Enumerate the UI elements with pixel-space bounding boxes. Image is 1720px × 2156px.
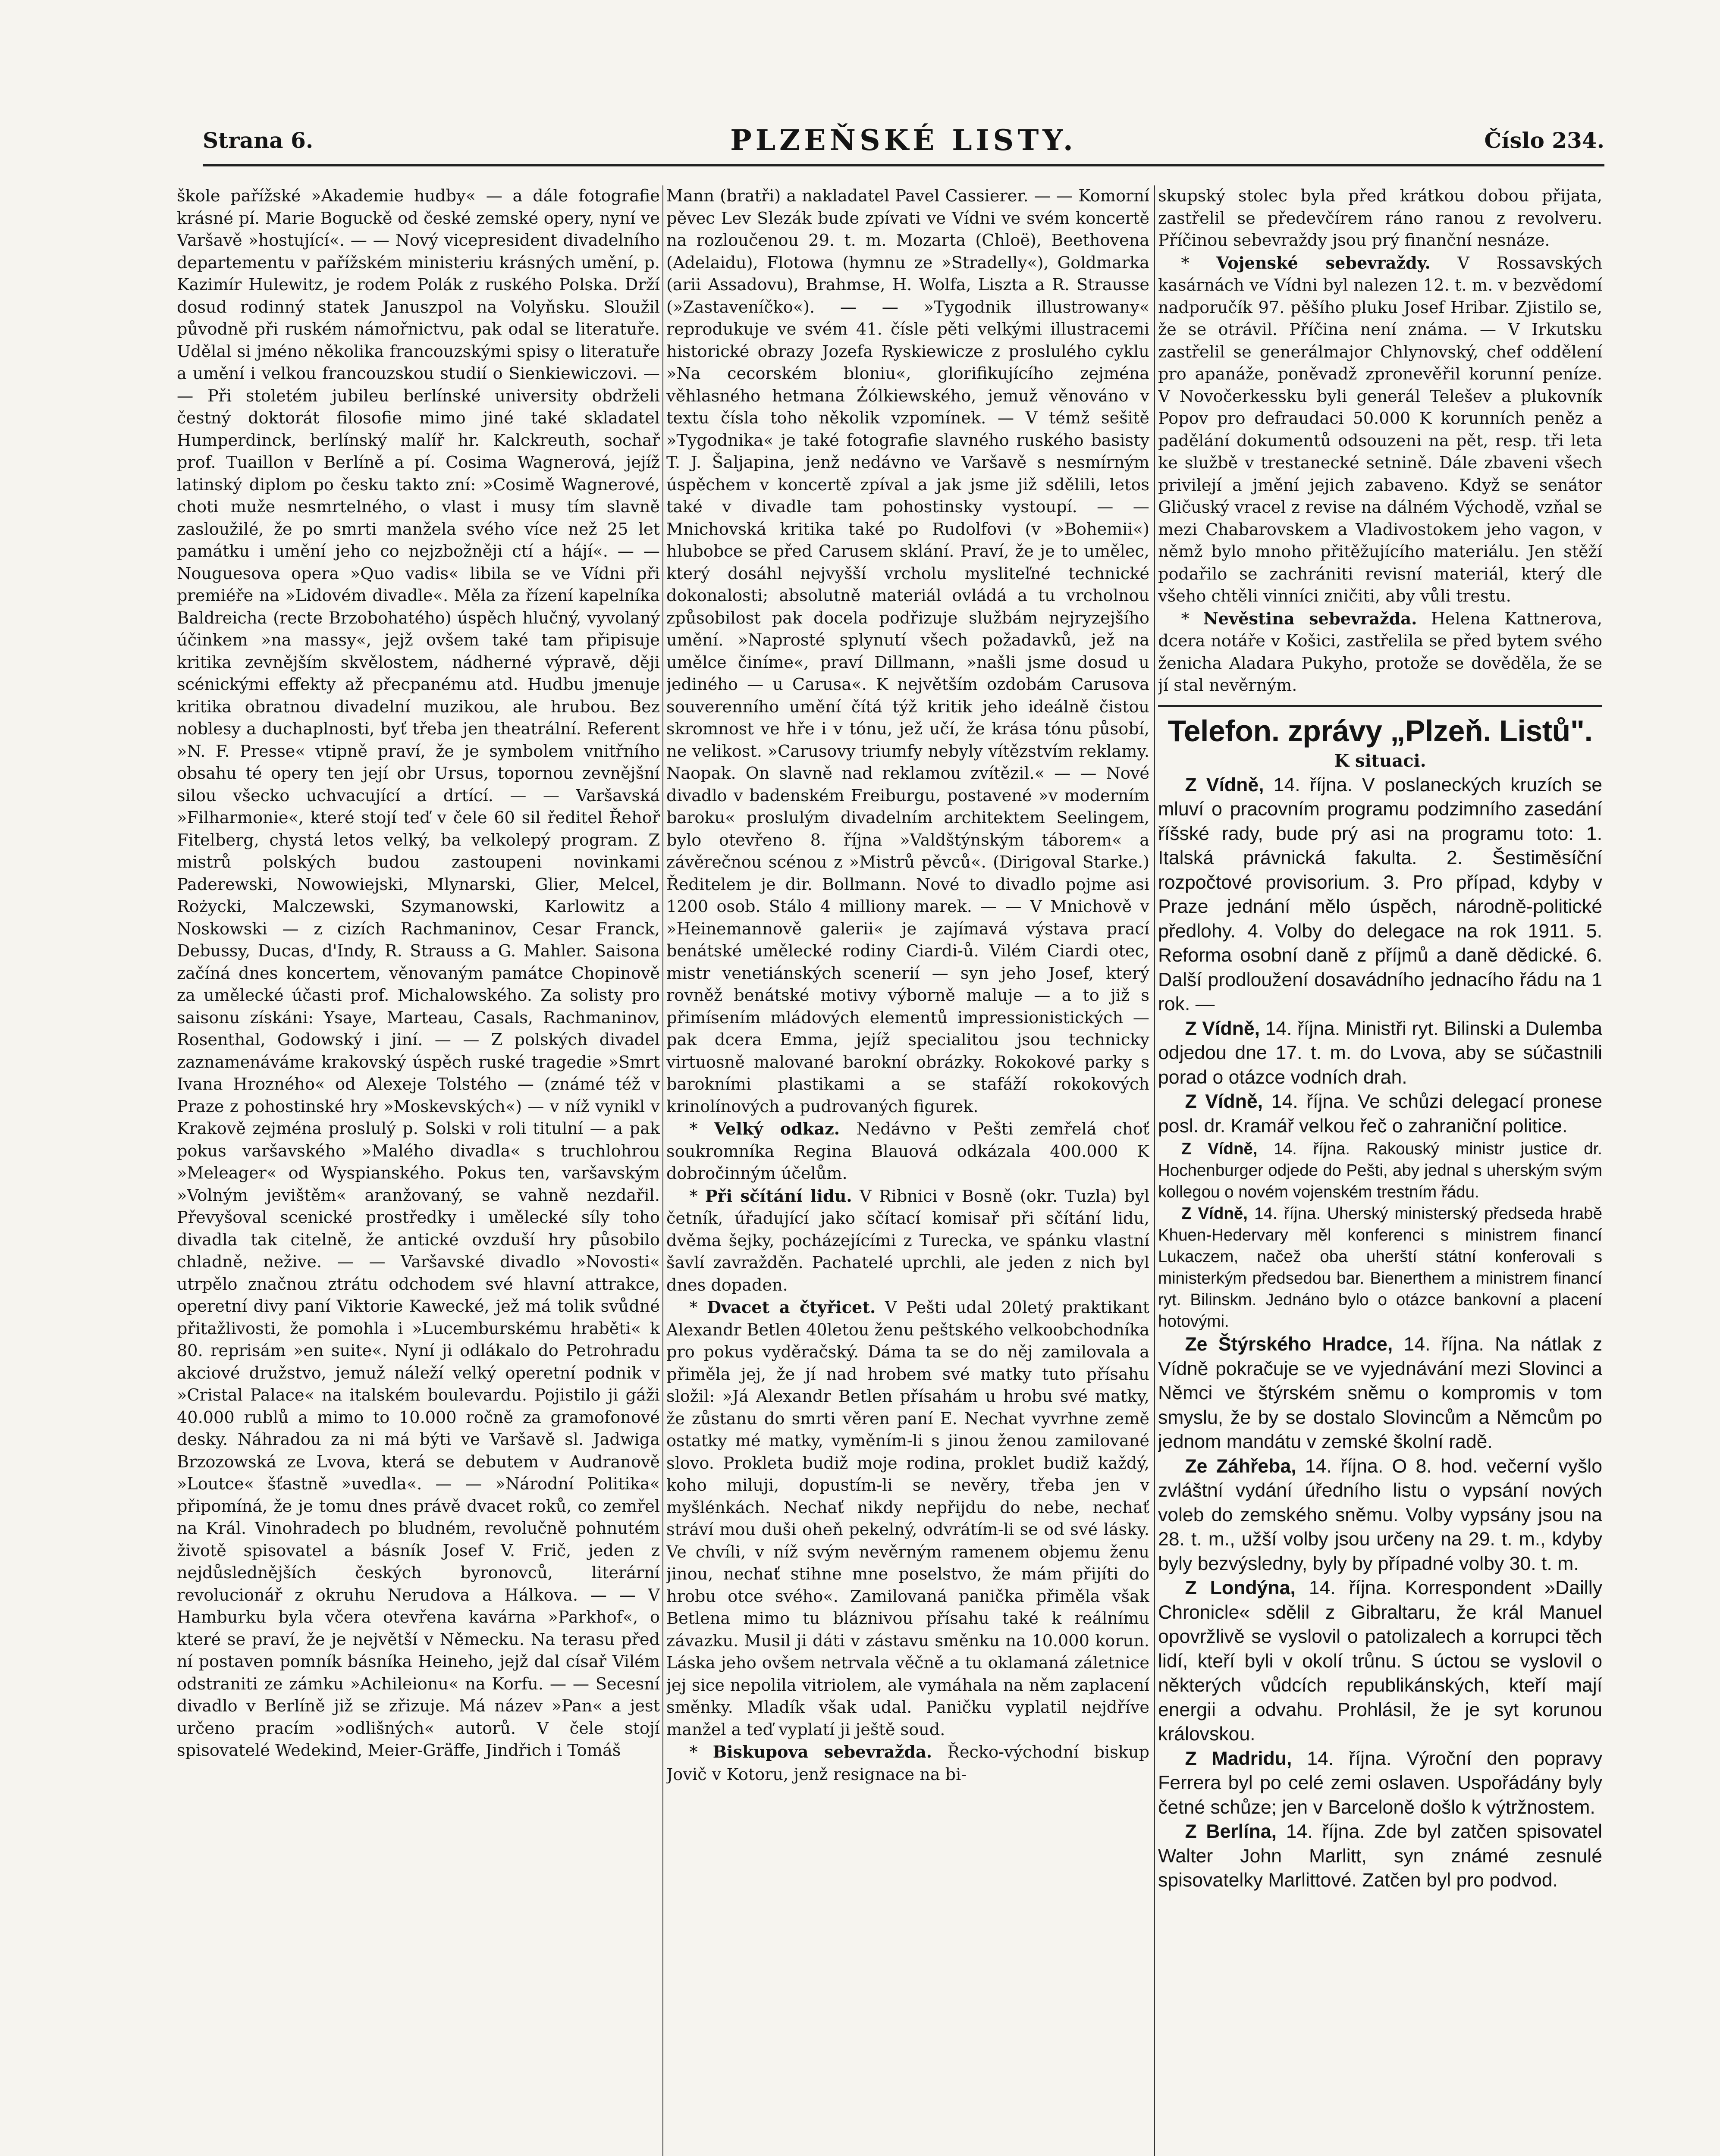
news-item-text: Helena Kattnerova, dcera notáře v Košici, zastřelila se před bytem svého ženicha Aladara Pukyho, protože se dověděla, že se jí stal nevěrným. [1158,609,1602,695]
telegram-text: 14. října. Na nátlak z Vídně pokračuje se ve vyjednávání mezi Slovinci a Němci ve štýrském sněmu o kompromis v tom smyslu, že by se dostalo Slovincům a Němcům po jednom mandátu v zemské školní radě. [1158,1334,1602,1452]
telegram-item [1158,773,1602,1017]
news-item-title: Biskupova sebevražda. [712,1742,932,1762]
telegram-item [1158,1747,1602,1820]
section-divider [1158,705,1602,707]
page-number: Strana 6. [203,128,314,153]
news-item-text: V Rossavských kasárnách ve Vídni byl nalezen 12. t. m. v bezvědomí nadporučík 97. pěšího pluku Josef Hribar. Zjistilo se, že se otrávil. Příčina není známa. — V Irkutsku zastřelil se generálmajor Chlynovský, chef oddělení pro apanáže, poněvadž zpronevěřil korunní peníze. V Novočerkessku byli generál Telešev a plukovník Popov pro defraudaci 50.000 K korunních peněz a padělání dokumentů odsouzeni na pět, resp. tři leta ke službě v trestanecké setnině. Dále zbaveni všech privilejí a jmění jejich zabaveno. Když se senátor Gličuský vracel z revise na dálném Východě, vzňal se mezi Chabarovskem a Vladivostokem jeho vagon, v němž bylo mnoho přitěžujícího materiálu. Jen stěží podařilo se zachrániti revisní materiál, který dle všeho chtěli vinníci zničiti, aby vůli trestu. [1158,254,1602,606]
telegram-text: 14. října. Zde byl zatčen spisovatel Walter John Marlitt, syn známé zesnulé spisovatelky Marlittové. Zatčen byl pro podvod. [1158,1821,1602,1891]
telegram-text: 14. října. Rakouský ministr justice dr. Hochenburger odjede do Pešti, aby jednal s uherským svým kollegou o novém vojenském trestním řádu. [1158,1140,1602,1201]
page-header [203,125,1604,166]
issue-number: Číslo 234. [1484,128,1604,153]
news-item: * Vojenské sebevraždy. V Rossavských kasárnách ve Vídni byl nalezen 12. t. m. v bezvědomí nadporučík 97. pěšího pluku Josef Hribar. Zjistilo se, že se otrávil. Příčina není známa. — V Irkutsku zastřelil se generálmajor Chlynovský, chef oddělení pro apanáže, poněvadž zpronevěřil korunní peníze. V Novočerkessku byli generál Telešev a plukovník Popov pro defraudaci 50.000 K korunních peněz a padělání dokumentů odsouzeni na pět, resp. tři leta ke službě v trestanecké setnině. Dále zbaveni všech privilejí a jmění jejich zabaveno. Když se senátor Gličuský vracel z revise na dálném Východě, vzňal se mezi Chabarovskem a Vladivostokem jeho vagon, v němž bylo mnoho přitěžujícího materiálu. Jen stěží podařilo se zachrániti revisní materiál, který dle všeho chtěli vinníci zničiti, aby vůli trestu. [1158,253,1602,606]
newspaper-title: PLZEŇSKÉ LISTY. [730,123,1077,157]
news-item-text: V Ribnici v Bosně (okr. Tuzla) byl četník, úřadující jako sčítací komisař při sčítání lidu, dvěma šejky, pocházejícími z Turecka, ve spánku vlastní šavlí zavražděn. Pachatelé uprchli, ale jeden z nich byl dnes dopaden. [666,1187,1149,1295]
telegram-item [1158,1090,1602,1138]
telegram-text: 14. října. O 8. hod. večerní vyšlo zvláštní vydání úředního listu o vypsání nových voleb do zemského sněmu. Volby vypsány jsou na 28. t. m., užší volby jsou určeny na 29. t. m., kdyby byly bezvýsledny, byly by případné volby 30. t. m. [1158,1455,1602,1574]
section-heading-telefon: Telefon. zprávy „Plzeň. Listů". [1168,714,1593,748]
news-item-title: Při sčítání lidu. [705,1186,852,1206]
news-item-title: Velký odkaz. [714,1119,840,1139]
news-item-title: Dvacet a čtyřicet. [706,1298,876,1317]
telegram-item [1158,1203,1602,1332]
telegram-text: 14. října. Výroční den popravy Ferrera byl po celé zemi oslaven. Uspořádány byly četné schůze; jen v Barceloně došlo k výtržnostem. [1158,1748,1602,1818]
telegram-text: 14. října. Uherský ministerský předseda hrabě Khuen-Hedervary měl konferenci s ministrem financí Lukaczem, načež oba uherští státní konferovali s ministerkým předsedou bar. Bienerthem a ministrem financí ryt. Bilinskm. Jednáno bylo o otázce bankovní a placení hotovými. [1158,1204,1602,1331]
telegram-item [1158,1332,1602,1454]
telegram-dateline: Z Berlína, [1185,1821,1277,1842]
column-middle [666,185,1149,2156]
telegram-item [1158,1576,1602,1747]
news-item-text: Řecko-východní biskup Jovič v Kotoru, jenž resignace na bi- [666,1743,1149,1784]
telegram-text: 14. října. V poslaneckých kruzích se mluví o pracovním programu podzimního zasedání říšské rady, bude prý asi na programu toto: 1. Italská právnická fakulta. 2. Šestiměsíční rozpočtové provisorium. 3. Pro případ, kdyby v Praze jednání mělo úspěch, národně-politické předlohy. 4. Volby do delegace na rok 1911. 5. Reforma osobní daně z příjmů a daně dědické. 6. Další prodloužení dosavádního jednacího řádu na 1 rok. — [1158,774,1602,1015]
telegram-item [1158,1454,1602,1576]
telegram-item [1158,1017,1602,1090]
telegram-dateline: Z Vídně, [1185,1018,1260,1039]
column-divider [662,185,663,2156]
news-item-text: Nedávno v Pešti zemřelá choť soukromníka Regina Blauová odkázala 400.000 K dobročinným účelům. [666,1120,1149,1183]
telegram-dateline: Z Vídně, [1181,1204,1248,1223]
column-right [1158,185,1602,2156]
news-item: * Velký odkaz. Nedávno v Pešti zemřelá choť soukromníka Regina Blauová odkázala 400.000 K dobročinným účelům. [666,1119,1149,1183]
telegram-dateline: Z Madridu, [1185,1748,1292,1769]
telegram-item [1158,1820,1602,1893]
telegram-dateline: Z Londýna, [1185,1577,1296,1598]
telegram-dateline: Z Vídně, [1185,1091,1263,1112]
news-item: * Dvacet a čtyřicet. V Pešti udal 20letý praktikant Alexandr Betlen 40letou ženu peštského velkoobchodníka pro pokus vyděračský. Dáma ta se do něj zamilovala a přiměla jej, že jí nad hrobem své matky tuto přísahu složil: »Já Alexandr Betlen přísahám u hrobu své matky, že zůstanu do smrti věren paní E. Nechat vyvrhne země ostatky mé matky, vyměním-li s jinou ženou zamilované slovo. Prokleta budiž moje rodina, proklet budiž každý, koho miluji, dopustím-li se nevěry, třeba jen v myšlénkách. Nechať nikdy nepřijdu do nebe, nechať stráví mou duši oheň pekelný, odvrátím-li se od své lásky. Ve chvíli, v níž svým nevěrným ramenem objemu ženu jinou, nechať stihne mne poselstvo, že mám přijíti do hrobu otce svého«. Zamilovaná panička přiměla však Betlena mimo tu bláznivou přísahu také k reálnímu závazku. Musil ji dáti v zástavu směnku na 10.000 korun. Láska jeho ovšem netrvala věčně a tu oklamaná záletnice jej sice nepolila vitriolem, ale vymáhala na něm zaplacení směnky. Mladík však udal. Paničku vyplatil nejdříve manžel a teď vyplatí ji ještě soud. [666,1298,1149,1739]
telegram-text: 14. října. Korrespondent »Dailly Chronicle« sdělil z Gibraltaru, že král Manuel opovržlivě se vyslovil o patolizalech a korrupci těch lidí, kteří byli v okolí trůnu. S úctou se vyslovil o některých vůdcích republikánských, kteří mají energii a odvahu. Prohlásil, že je syt korunou královskou. [1158,1577,1602,1745]
telegram-text: 14. října. Ve schůzi delegací pronese posl. dr. Kramář velkou řeč o zahraniční politice. [1158,1091,1602,1137]
column-divider [1154,185,1155,2156]
news-item: * Biskupova sebevražda. Řecko-východní biskup Jovič v Kotoru, jenž resignace na bi- [666,1742,1149,1784]
telegram-list [1158,773,1602,1893]
news-item-text: V Pešti udal 20letý praktikant Alexandr Betlen 40letou ženu peštského velkoobchodníka pro pokus vyděračský. Dáma ta se do něj zamilovala a přiměla jej, že jí nad hrobem své matky tuto přísahu složil: »Já Alexandr Betlen přísahám u hrobu své matky, že zůstanu do smrti věren paní E. Nechat vyvrhne země ostatky mé matky, vyměním-li s jinou ženou zamilované slovo. Prokleta budiž moje rodina, proklet budiž každý, koho miluji, dopustím-li se nevěry, třeba jen v myšlénkách. Nechať nikdy nepřijdu do nebe, nechať stráví mou duši oheň pekelný, odvrátím-li se od své lásky. Ve chvíli, v níž svým nevěrným ramenem objemu ženu jinou, nechať stihne mne poselstvo, že mám přijíti do hrobu otce svého«. Zamilovaná panička přiměla však Betlena mimo tu bláznivou přísahu také k reálnímu závazku. Musil ji dáti v zástavu směnku na 10.000 korun. Láska jeho ovšem netrvala věčně a tu oklamaná záletnice jej sice nepolila vitriolem, ale vymáhala na něm zaplacení směnky. Mladík však udal. Paničku vyplatil nejdříve manžel a teď vyplatí ji ještě soud. [666,1298,1149,1739]
section-subheading: K situaci. [1334,750,1426,771]
telegram-dateline: Ze Záhřeba, [1185,1455,1296,1477]
column-left [177,185,660,2156]
article-text: škole pařížské »Akademie hudby« — a dále fotografie krásné pí. Marie Boguckě od české zemské opery, nyní ve Varšavě »hostující«. — — Nový vicepresident divadelního departementu v pařížském ministeriu krásných umění, p. Kazimír Hulewitz, je rodem Polák z ruského Polska. Drží dosud rodinný statek Januszpol na Volyňsku. Sloužil původně při ruském námořnictvu, pak odal se literatuře. Udělal si jméno několika francouzskými spisy o literatuře a umění i velkou francouzskou studií o Sienkiewiczovi. — — Při stoletém jubileu berlínské university obdrželi čestný doktorát filosofie mimo jiné také skladatel Humperdinck, berlínský malíř hr. Kalckreuth, sochař prof. Tuaillon v Berlíně a pí. Cosima Wagnerová, jejíž latinský diplom po česku takto zní: »Cosimě Wagnerové, choti muže nesmrtelného, o vlast i musy tím slavně zasloužilé, že po smrti manžela svého více než 25 let památku i umění jeho co nejzbožněji ctí a hájí«. — — Nouguesova opera »Quo vadis« libila se ve Vídni při premiéře na »Lidovém divadle«. Měla za řízení kapelníka Baldreicha (recte Brzobohatého) úspěch hlučný, vyvolaný účinkem »na massy«, jejž ovšem také tam připisuje kritika zevnějším skvělostem, nádherné výpravě, ději scénickými effekty až přecpanému atd. Hudbu jmenuje kritika obratnou divadelní muzikou, ale hrubou. Bez noblesy a duchaplnosti, byť třeba jen theatrální. Referent »N. F. Presse« vtipně praví, že je symbolem vnitřního obsahu té opery ten její obr Ursus, topornou zevnějšní silou všecko uchvacující a drtící. — — Varšavská »Filharmonie«, které stojí teď v čele 60 sil ředitel Řehoř Fitelberg, chystá letos velký, ba velkolepý program. Z mistrů polských budou zastoupeni novinkami Paderewski, Nowowiejski, Mlynarski, Glier, Melcel, Rożycki, Malczewski, Szymanowski, Karlowitz a Noskowski — z cizích Rachmaninov, Cesar Franck, Debussy, Ducas, d'Indy, R. Strauss a G. Mahler. Saisona začíná dnes koncertem, věnovaným památce Chopinově za umělecké účasti prof. Michalowského. Za solisty pro saisonu získáni: Ysaye, Marteau, Casals, Rachmaninov, Rosenthal, Godowský i jiní. — — Z polských divadel zaznamenáváme krakovský úspěch ruské tragedie »Smrt Ivana Hrozného« od Alexeje Tolstého — (známé též v Praze z pohostinské hry »Moskevských«) — v níž vynikl v Krakově zejména proslulý p. Solski v roli titulní — a pak pokus varšavského »Malého divadla« s truchlohrou »Meleager« od Wyspianského. Pokus ten, varšavským »Volným jevištěm« aranžovaný, se vahně nezdařil. Převyšoval scenické prostředky i umělecké síly toho divadla tak citelně, že antické ovzduší hry působilo chladně, nežive. — — Varšavské divadlo »Novosti« utrpělo značnou ztrátu odchodem své hlavní attrakce, operetní divy paní Viktorie Kawecké, jež má tolik svůdné přitažlivosti, že pomohla i »Lucemburskému hraběti« k 80. reprisám »en suite«. Nyní ji odlákalo do Petrohradu akciové družstvo, jemuž náleží velký operetní podnik v »Cristal Palace« na italském boulevardu. Pojistilo ji gáži 40.000 rublů a mimo to 10.000 ročně za gramofonové desky. Náhradou za ni má býti ve Varšavě sl. Jadwiga Brzozowská ze Lvova, která se debutem v Audranově »Loutce« šťastně »uvedla«. — — »Národní Politika« připomíná, že je tomu dnes právě dvacet roků, co zemřel na Král. Vinohradech po bludném, revolučně pohnutém životě spisovatel a básník Josef V. Frič, jeden z nejdůslednějších českých byronovců, literární revolucionář z okruhu Nerudova a Hálkova. — — V Hamburku byla včera otevřena kavárna »Parkhof«, o které se praví, že je největší v Německu. Na terasu před ní postaven pomník básníka Heineho, jejž dal císař Vilém odstraniti ze zámku »Achileionu« na Korfu. — — Secesní divadlo v Berlíně již se zřizuje. Má název »Pan« a jest určeno pracím »odlišných« autorů. V čele stojí spisovatelé Wedekind, Meier-Gräffe, Jindřich i Tomáš [177,187,660,1760]
telegram-dateline: Z Vídně, [1181,1140,1258,1158]
news-item-title: Vojenské sebevraždy. [1216,253,1431,273]
article-text: skupský stolec byla před krátkou dobou přijata, zastřelil se předevčírem ráno ranou z revolveru. Příčinou sebevraždy jsou prý finanční nesnáze. [1158,187,1602,250]
telegram-text: 14. října. Ministři ryt. Bilinski a Dulemba odjedou dne 17. t. m. do Lvova, aby se súčastnili porad o otázce vodních drah. [1158,1018,1602,1088]
news-item: * Při sčítání lidu. V Ribnici v Bosně (okr. Tuzla) byl četník, úřadující jako sčítací komisař při sčítání lidu, dvěma šejky, pocházejícími z Turecka, ve spánku vlastní šavlí zavražděn. Pachatelé uprchli, ale jeden z nich byl dnes dopaden. [666,1186,1149,1295]
telegram-item [1158,1138,1602,1203]
news-item-title: Nevěstina sebevražda. [1203,609,1417,629]
telegram-dateline: Ze Štýrského Hradce, [1185,1334,1393,1355]
news-item: * Nevěstina sebevražda. Helena Kattnerova, dcera notáře v Košici, zastřelila se před bytem svého ženicha Aladara Pukyho, protože se dověděla, že se jí stal nevěrným. [1158,609,1602,695]
article-text: Mann (bratři) a nakladatel Pavel Cassierer. — — Komorní pěvec Lev Slezák bude zpívati ve Vídni ve svém koncertě na rozloučenou 29. t. m. Mozarta (Chloë), Beethovena (Adelaidu), Flotowa (hymnu ze »Stradelly«), Goldmarka (arii Assadovu), Brahmse, H. Wolfa, Liszta a R. Strausse (»Zastaveníčko«). — — »Tygodnik illustrowany« reprodukuje ve svém 41. čísle pěti velkými illustracemi historické obrazy Jozefa Ryskiewicze z proslulého cyklu »Na cecorském bloniu«, glorifikujícího zejména věhlasného hetmana Żólkiewského, jemuž věnováno v textu čísla toho několik vzpomínek. — V témž sešitě »Tygodnika« je také fotografie slavného ruského basisty T. J. Šaljapina, jenž nedávno ve Varšavě s nesmírným úspěchem v koncertě zpíval a jak jsme již sdělili, letos také v divadle tam pohostinsky vystoupí. — — Mnichovská kritika také po Rudolfovi (v »Bohemii«) hlubobce se před Carusem sklání. Praví, že je to umělec, který dosáhl nejvyšší vrcholu mysliteľné technické dokonalosti; absolutně materiál ovládá a tu vrcholnou způsobilost pak docela podřizuje službám nejryzejšího umění. »Naprosté splynutí všech požadavků, jež na umělce činíme«, praví Dillmann, »našli jsme dosud u jediného — u Carusa«. K největším ozdobám Carusova souverenního umění čítá týž kritik jeho ideálně čistou skromnost ve hře i v tónu, jež učí, že krása tónu působí, ne velikost. »Carusovy triumfy nebyly vítězstvím reklamy. Naopak. On slavně nad reklamou zvítězil.« — — Nové divadlo v badenském Freiburgu, postavené »v moderním baroku« proslulým divadelním architektem Seelingem, bylo otevřeno 8. října »Valdštýnským táborem« a závěrečnou scénou z »Mistrů pěvců«. (Dirigoval Starke.) Ředitelem je dir. Bollmann. Nové to divadlo pojme asi 1200 osob. Stálo 4 milliony marek. — — V Mnichově v »Heinemannově galerii« je zajímavá výstava prací benátské umělecké rodiny Ciardi-ů. Vilém Ciardi otec, mistr venetiánských scenerií — syn jeho Josef, který rovněž benátské motivy výborně maluje — a to již s přimísením mládových elementů impressionistických — pak dcera Emma, jejíž specialitou jsou technicky virtuosně malované barokní obrázky. Rokokové parky s barokními plastikami a se stafáží rokokových krinolínových a pudrovaných figurek. [666,187,1149,1116]
telegram-dateline: Z Vídně, [1185,774,1264,796]
